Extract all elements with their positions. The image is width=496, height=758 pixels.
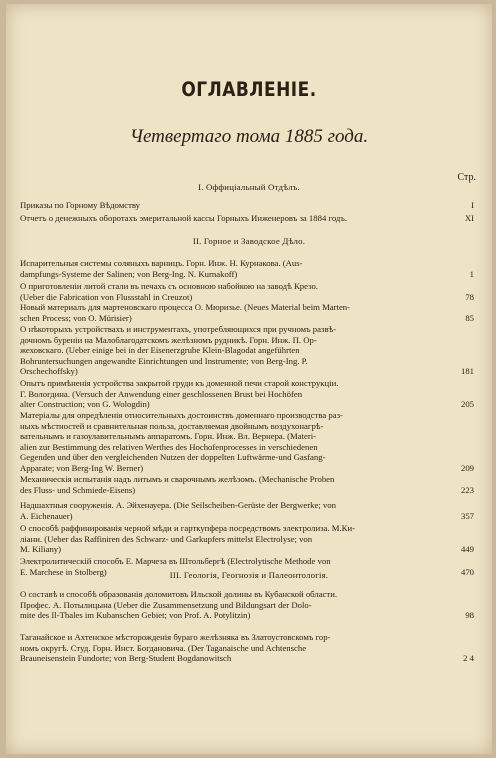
entry-line: mite des Il-Thales im Kubanschen Gebiet; von Prof. A. Potylitzin): [20, 610, 251, 621]
entry-line: schen Process; von O. Mürisier): [20, 312, 132, 323]
page-number: 357: [460, 510, 474, 521]
toc-entry[interactable]: [20, 281, 430, 302]
toc-entry[interactable]: [20, 200, 430, 211]
entry-line: Brauneisenstein Fundorte; von Berg-Student Bogdanowitsch: [20, 653, 232, 664]
entry-line: О приготовленіи литой стали въ печахъ съ основною набойкою на заводѣ Крезо.: [20, 281, 318, 291]
page-number: 470: [460, 566, 474, 577]
entry-line: О нѣкоторыхъ устройствахъ и инструментахъ, употребляющихся при ручномъ развѣ-: [20, 324, 337, 334]
toc-entry[interactable]: [20, 258, 430, 279]
entry-line: О составѣ и способѣ образованія доломитовъ Ильской долины въ Кубанской области.: [20, 589, 338, 599]
entry-line: Новый материалъ для мартеновскаго процесса О. Мюризье. (Neues Material beim Marten-: [20, 302, 351, 312]
toc-entry[interactable]: [20, 324, 430, 377]
page-number: 449: [460, 544, 474, 555]
document-title: ОГЛАВЛЕНІЕ.: [181, 78, 317, 102]
entry-line: дочномъ буреніи на Малоблагодатскомъ желѣзномъ рудникѣ. Горн. Инж. П. Ор-: [20, 334, 317, 345]
entry-line: E. Marchese in Stolberg): [20, 566, 107, 577]
entry-line: alter Construction; von G. Wologdin): [20, 399, 150, 410]
page-number: 181: [460, 366, 474, 377]
entry-line: Матеріалы для опредѣленія относительныхъ достоинствъ доменнаго производства раз-: [20, 410, 343, 420]
entry-line: Надшахтныя сооруженія. А. Эйхенауера. (Die Seilscheiben-Gerüste der Bergwerke; von: [20, 500, 336, 510]
entry-line: Orschechoffsky): [20, 366, 78, 377]
page-number: 1: [469, 268, 474, 279]
toc-entry[interactable]: [20, 474, 430, 495]
entry-line: Опытъ примѣненія устройства закрытой груди къ доменной печи старой конструкціи.: [20, 378, 339, 388]
toc-entry[interactable]: [20, 500, 430, 521]
toc-entry[interactable]: [20, 589, 430, 621]
page-number: 2 4: [463, 653, 474, 664]
entry-line: номъ округѣ. Студ. Горн. Инст. Богдановича. (Der Taganaische und Achtensche: [20, 642, 307, 653]
entry-line: M. Kiliany): [20, 544, 62, 555]
page-number: XI: [464, 213, 474, 223]
entry-line: Механическія испытанія надъ литымъ и сварочнымъ желѣзомъ. (Mechanische Proben: [20, 474, 335, 484]
page-number: 209: [460, 463, 474, 473]
page-number: 78: [465, 291, 474, 302]
entry-line: ныхъ мѣстностей и сравнительная польза, доставляемая двойнымъ воздухонагрѣ-: [20, 420, 324, 431]
entry-line: Gegenden und über den vergleichenden Nutzen der doppelten Luftwärme-und Gasfang-: [20, 452, 326, 463]
entry-line: A. Eichenauer): [20, 510, 73, 521]
entry-line: жеховскаго. (Ueber einige bei in der Eisenerzgrube Klein-Blagodat angeführten: [20, 345, 300, 356]
page-number: 223: [460, 484, 474, 495]
entry-line: Г. Вологдина. (Versuch der Anwendung einer geschlossenen Brust bei Hochöfen: [20, 388, 303, 399]
entry-line: Таганайское и Ахтенское мѣсторожденія бураго желѣзняка въ Златоустовскомъ гор-: [20, 632, 331, 642]
entry-line: Apparate; von Berg-Ing W. Berner): [20, 462, 144, 473]
entry-line: Bohruntersuchungen angewandte Einrichtungen und Instrumente; von Berg-Ing. P.: [20, 355, 308, 366]
toc-entry[interactable]: [20, 410, 430, 474]
entry-line: Испарительныя системы соляныхъ варницъ. Горн. Инж. Н. Курнакова. (Aus-: [20, 258, 303, 268]
page-column-label: Стр.: [457, 172, 476, 183]
document-page: [6, 4, 492, 754]
entry-line: Электролитическій способъ Е. Марчеза въ Штольбергѣ (Electrolytische Methode von: [20, 556, 331, 566]
section-heading: I. Оффиціальный Отдѣлъ.: [198, 182, 300, 192]
entry-line: О способѣ раффинированія черной мѣди и гарткупфера посредствомъ электролиза. М.Ки-: [20, 523, 355, 533]
section-heading: II. Горное и Заводское Дѣло.: [192, 236, 306, 246]
entry-line: des Fluss- und Schmiede-Eisens): [20, 484, 136, 495]
toc-entry[interactable]: [20, 302, 430, 323]
page-number: 98: [465, 610, 474, 621]
entry-line: вательнымъ и газоулавительнымъ аппаратомъ. Горн. Инж. Вл. Вернера. (Materi-: [20, 431, 317, 442]
toc-entry[interactable]: [20, 632, 430, 664]
entry-line: alien zur Bestimmung des relativen Werthes des Hochofenprocesses in verschiedenen: [20, 441, 318, 452]
entry-line: ліани. (Ueber das Raffiniren des Schwarz- und Garkupfers mittelst Electrolyse; von: [20, 533, 313, 544]
entry-line: (Ueber die Fabrication von Flussstahl in Creuzot): [20, 291, 193, 302]
entry-line: Профес. А. Потылицына (Ueber die Zusammensetzung und Bildungsart der Dolo-: [20, 599, 312, 610]
toc-entry[interactable]: [20, 523, 430, 555]
page-number: 85: [465, 312, 474, 323]
page-number: I: [471, 200, 474, 210]
entry-line: Отчетъ о денежныхъ оборотахъ эмеритальной кассы Горныхъ Инженеровъ за 1884 годъ.: [20, 213, 347, 223]
entry-line: Приказы по Горному Вѣдомству: [20, 200, 141, 210]
toc-entry[interactable]: [20, 378, 430, 410]
entry-line: dampfungs-Systeme der Salinen; von Berg-Ing. N. Kurnakoff): [20, 268, 238, 279]
page-number: 205: [460, 399, 474, 410]
toc-entry[interactable]: [20, 213, 430, 224]
volume-subtitle: Четвертаго тома 1885 года.: [129, 126, 369, 147]
section-heading: III. Геологія, Геогнозія и Палеонтологія.: [169, 570, 329, 580]
